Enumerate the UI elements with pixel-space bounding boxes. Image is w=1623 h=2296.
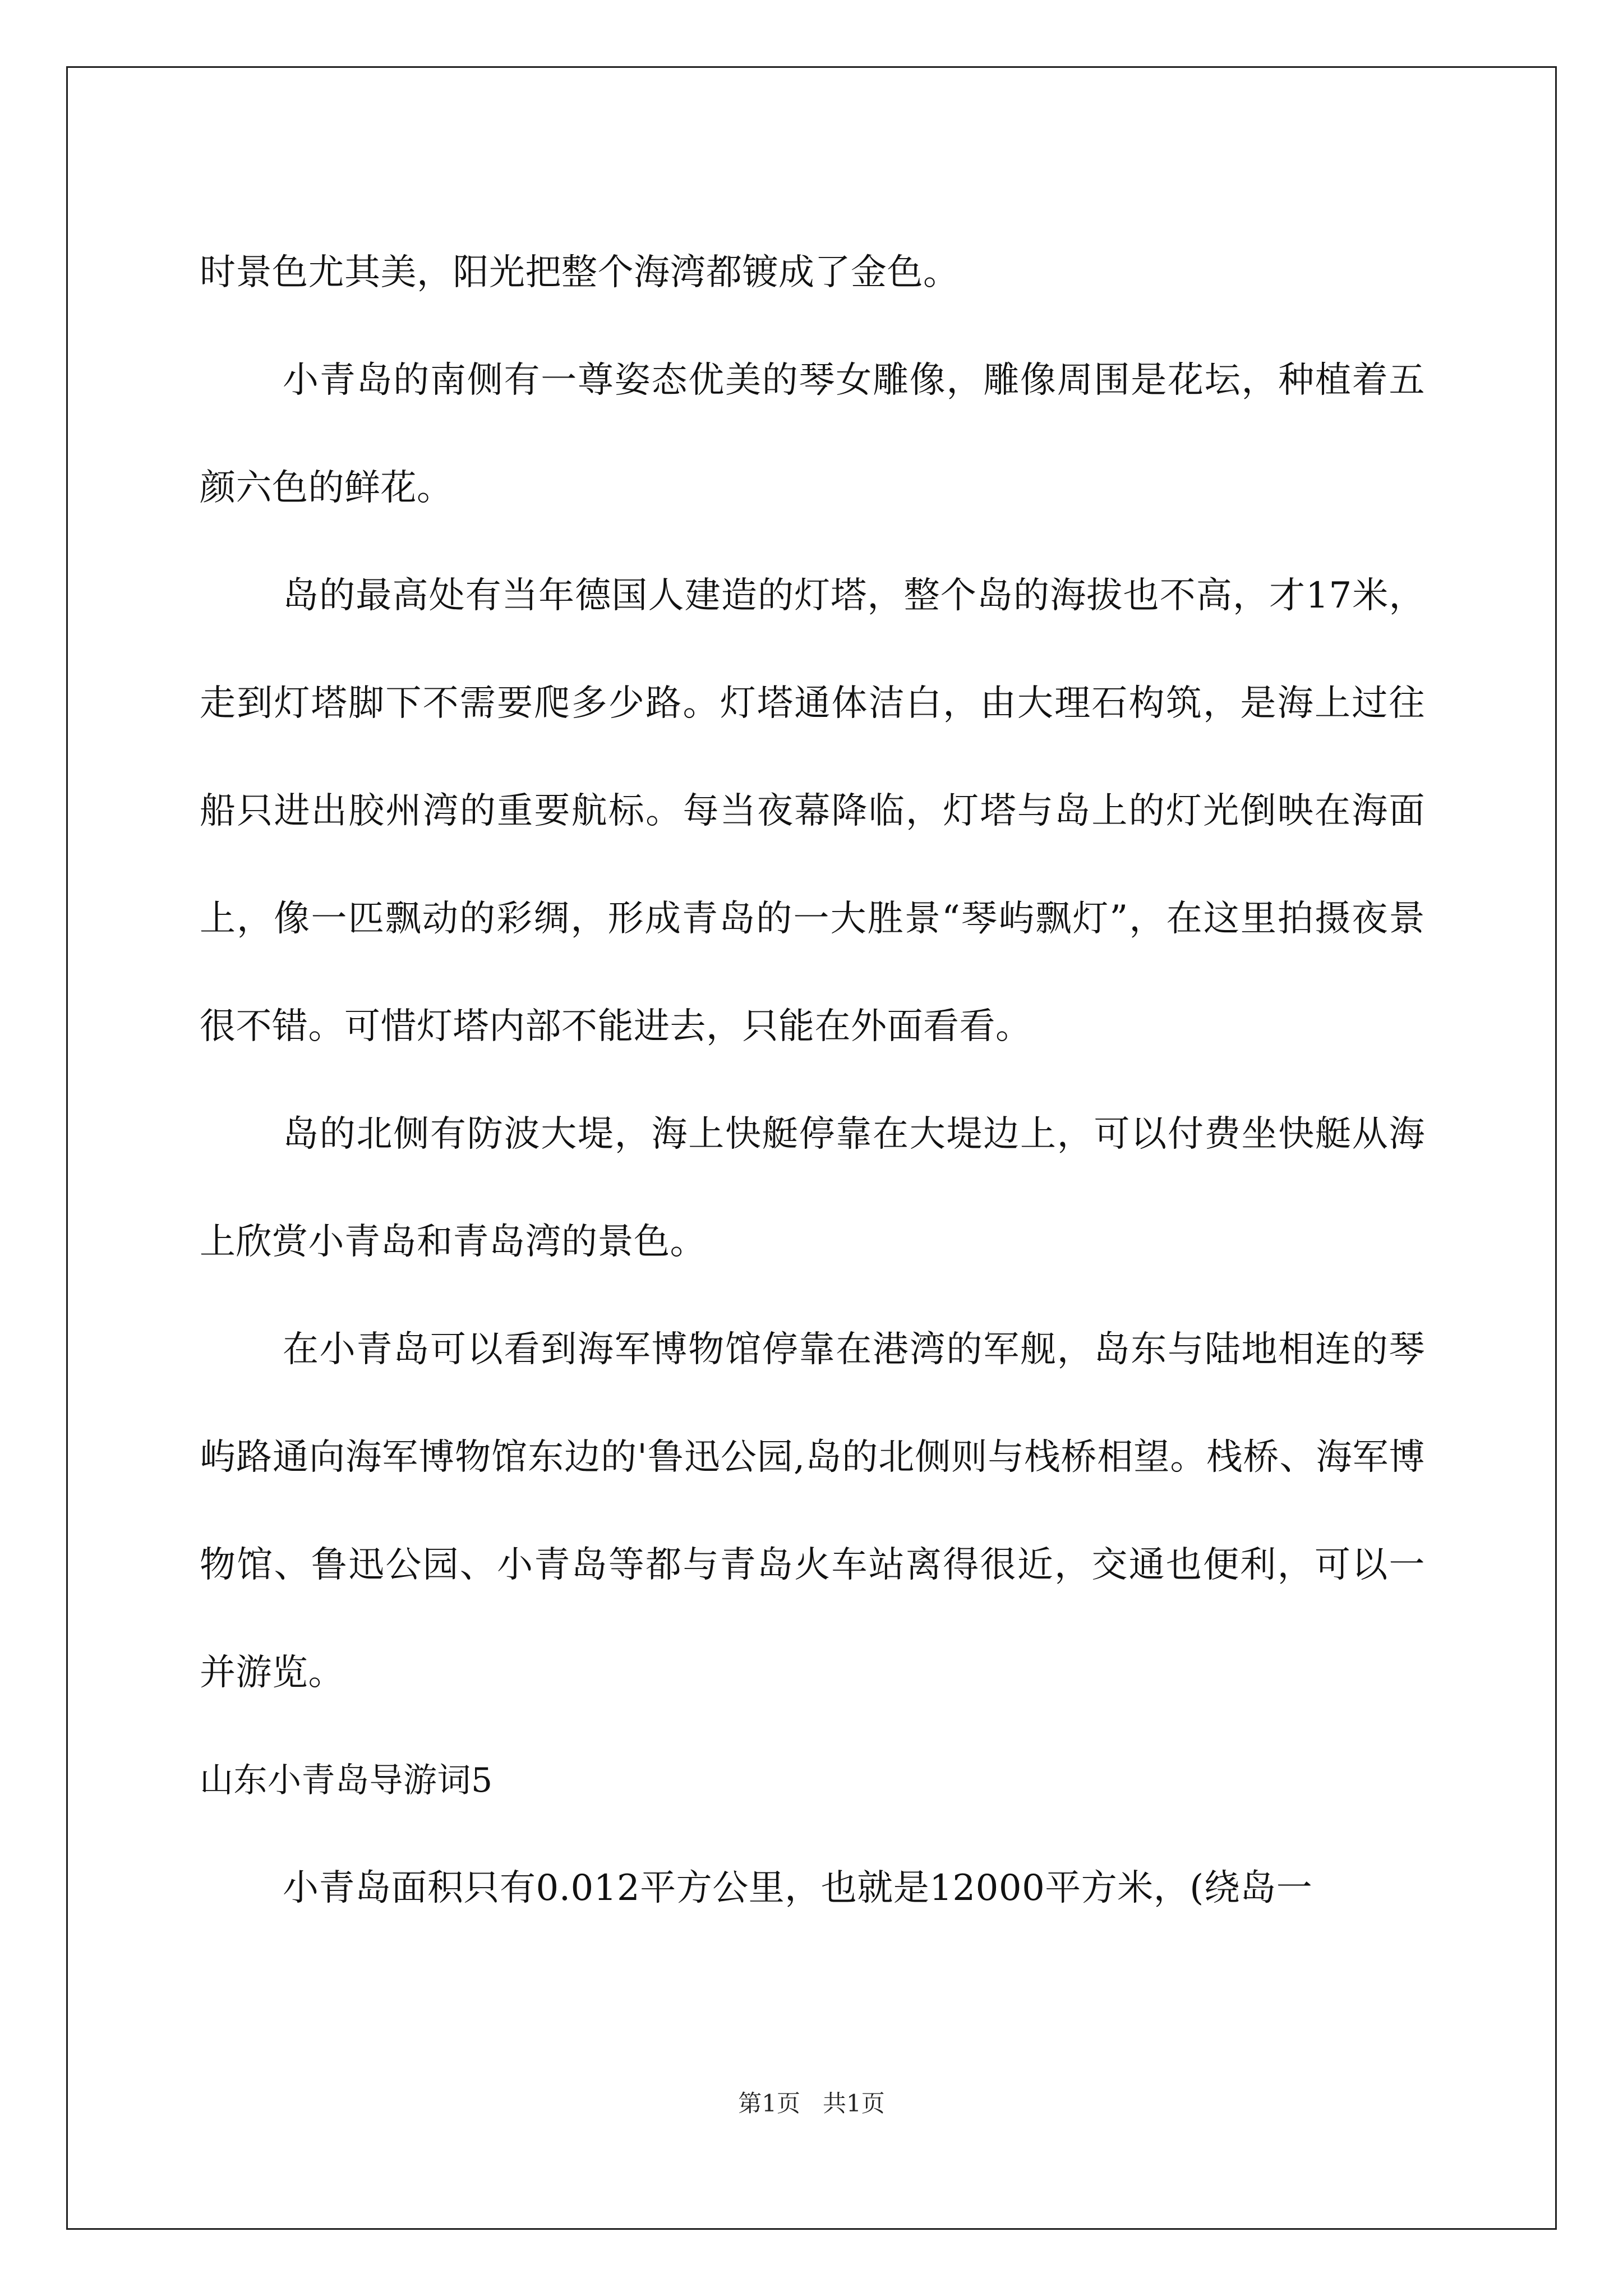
- page-total: 共1页: [823, 2090, 885, 2117]
- page-number: 第1页: [738, 2090, 800, 2117]
- paragraph: 时景色尤其美，阳光把整个海湾都镀成了金色。: [200, 252, 960, 293]
- paragraph: 小青岛面积只有0.012平方公里，也就是12000平方米，(绕岛一: [283, 1867, 1313, 1909]
- paragraph: 在小青岛可以看到海军博物馆停靠在港湾的军舰，岛东与陆地相连的琴屿路通向海军博物馆东边的'鲁迅公园,岛的北侧则与栈桥相望。栈桥、海军博物馆、鲁迅公园、小青岛等都与青岛火车站离得很近，交通也便利，可以一并游览。: [200, 1329, 1425, 1694]
- paragraph: 岛的最高处有当年德国人建造的灯塔，整个岛的海拔也不高，才17米，走到灯塔脚下不需要爬多少路。灯塔通体洁白，由大理石构筑，是海上过往船只进出胶州湾的重要航标。每当夜幕降临，灯塔与岛上的灯光倒映在海面上，像一匹飘动的彩绸，形成青岛的一大胜景“琴屿飘灯”，在这里拍摄夜景很不错。可惜灯塔内部不能进去，只能在外面看看。: [200, 575, 1425, 1047]
- paragraph: 岛的北侧有防波大堤，海上快艇停靠在大堤边上，可以付费坐快艇从海上欣赏小青岛和青岛湾的景色。: [200, 1114, 1425, 1263]
- paragraph: 小青岛的南侧有一尊姿态优美的琴女雕像，雕像周围是花坛，种植着五颜六色的鲜花。: [200, 360, 1425, 509]
- document-body: [200, 219, 1425, 1942]
- page-footer: [0, 2087, 1623, 2120]
- section-heading: 山东小青岛导游词5: [200, 1761, 493, 1800]
